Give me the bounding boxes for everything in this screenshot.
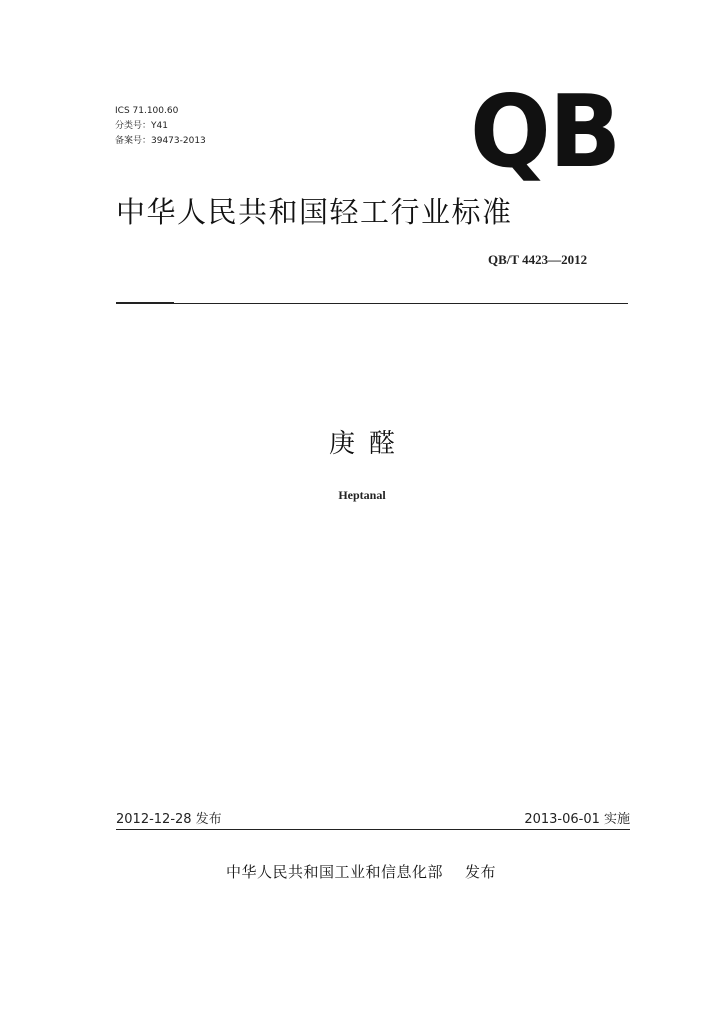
publisher-action: 发布	[465, 863, 497, 881]
document-title-english: Heptanal	[338, 488, 386, 502]
top-divider	[116, 303, 628, 304]
classification-number: 分类号：Y41	[115, 121, 168, 131]
bottom-divider	[116, 829, 630, 830]
publisher-name: 中华人民共和国工业和信息化部	[226, 863, 444, 881]
ics-code: ICS 71.100.60	[115, 106, 179, 116]
qb-logo: QB	[470, 73, 620, 190]
standard-category-title: 中华人民共和国轻工行业标准	[116, 195, 513, 229]
record-number: 备案号：39473-2013	[115, 136, 206, 146]
top-divider-accent	[116, 302, 174, 304]
issue-date: 2012-12-28 发布	[116, 812, 222, 827]
publisher-line	[226, 861, 496, 882]
standard-metadata	[115, 104, 206, 149]
implementation-date: 2013-06-01 实施	[524, 812, 630, 827]
document-title: 庚醛	[328, 429, 409, 459]
standard-code: QB/T 4423—2012	[488, 252, 588, 267]
